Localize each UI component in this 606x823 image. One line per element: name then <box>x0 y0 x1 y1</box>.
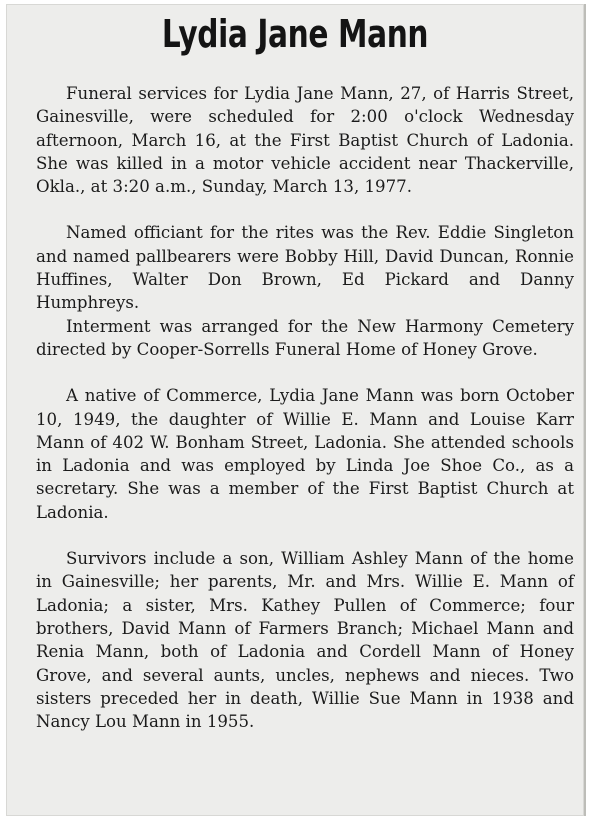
obituary-headline: Lydia Jane Mann <box>161 12 429 56</box>
obituary-clipping <box>6 4 584 816</box>
clipping-edge <box>584 4 586 816</box>
paragraph-biography: A native of Commerce, Lydia Jane Mann was born October 10, 1949, the daughter of Willie E. Mann and Louise Karr Mann of 402 W. Bonham Street, Ladonia. She attended schools in Ladonia and was employed by Linda Joe Shoe Co., as a secretary. She was a member of the First Baptist Church at Ladonia. <box>36 386 574 522</box>
paragraph-officiant-pallbearers: Named officiant for the rites was the Rev. Eddie Singleton and named pallbearers were Bobby Hill, David Duncan, Ronnie Huffines, Walter Don Brown, Ed Pickard and Danny Humphreys. <box>36 223 574 313</box>
paragraph-survivors: Survivors include a son, William Ashley Mann of the home in Gainesville; her parents, Mr. and Mrs. Willie E. Mann of Ladonia; a sister, Mrs. Kathey Pullen of Commerce; four brothers, David Mann of Farmers Branch; Michael Mann and Renia Mann, both of Ladonia and Cordell Mann of Honey Grove, and several aunts, uncles, nephews and nieces. Two sisters preceded her in death, Willie Sue Mann in 1938 and Nancy Lou Mann in 1955. <box>36 549 574 732</box>
paragraph-interment: Interment was arranged for the New Harmony Cemetery directed by Cooper-Sorrells Funeral Home of Honey Grove. <box>36 316 574 359</box>
paragraph-funeral-services: Funeral services for Lydia Jane Mann, 27, of Harris Street, Gainesville, were scheduled for 2:00 o'clock Wednesday afternoon, March 16, at the First Baptist Church of Ladonia. She was killed in a motor vehicle accident near Thackerville, Okla., at 3:20 a.m., Sunday, March 13, 1977. <box>36 84 574 197</box>
obituary-body <box>36 82 574 733</box>
